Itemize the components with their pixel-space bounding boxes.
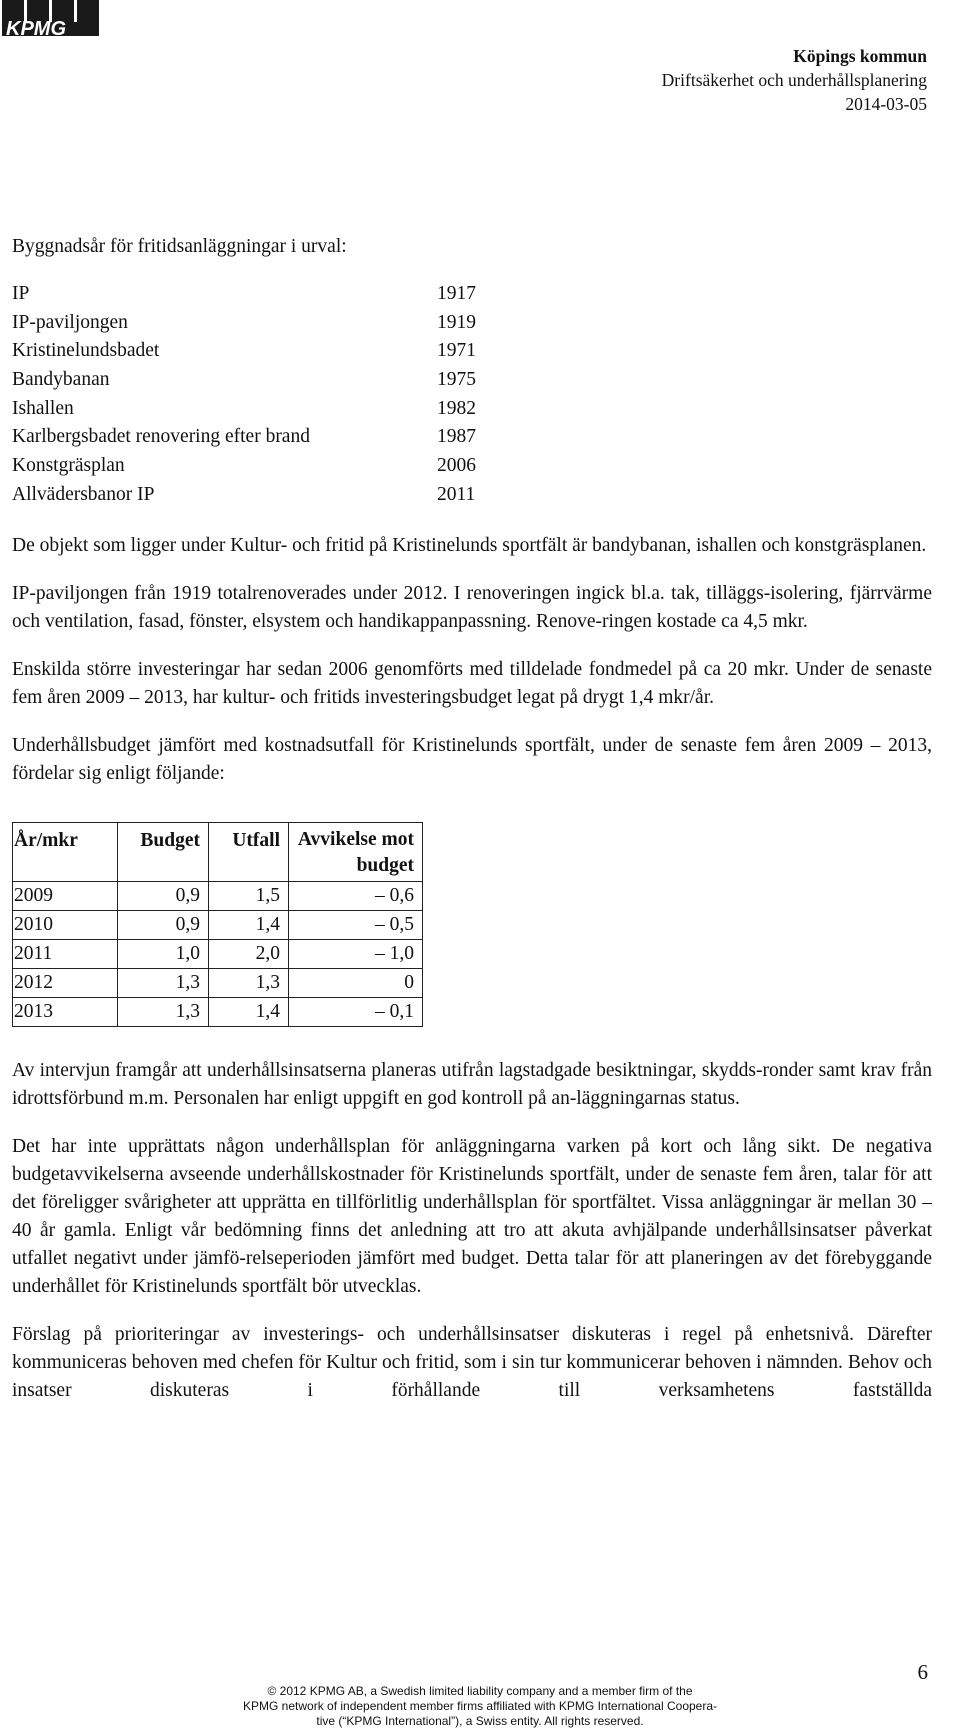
footer-line-1: © 2012 KPMG AB, a Swedish limited liability company and a member firm of the [267, 1684, 693, 1698]
budget-table [12, 822, 423, 1027]
facility-name: Karlbergsbadet renovering efter brand [12, 426, 310, 448]
facility-row [12, 452, 932, 481]
facility-name: Konstgräsplan [12, 455, 125, 477]
cell-deviation: 0 [289, 968, 423, 997]
facility-row [12, 366, 932, 395]
facility-year-list [12, 280, 932, 510]
facility-year: 1919 [437, 311, 476, 333]
facility-name: IP-paviljongen [12, 311, 128, 333]
cell-deviation: – 1,0 [289, 939, 423, 968]
cell-year: 2010 [13, 910, 118, 939]
organization-name: Köpings kommun [793, 46, 927, 66]
facility-year: 1987 [437, 426, 476, 448]
footer-line-3: tive (“KPMG International”), a Swiss entity. All rights reserved. [316, 1714, 644, 1728]
facility-row [12, 481, 932, 510]
cell-budget: 0,9 [118, 881, 209, 910]
intro-heading: Byggnadsår för fritidsanläggningar i urval: [12, 236, 347, 257]
cell-year: 2013 [13, 997, 118, 1026]
cell-outcome: 1,4 [209, 997, 289, 1026]
facility-name: IP [12, 283, 30, 304]
document-body [12, 233, 932, 1405]
facility-year: 2011 [437, 483, 476, 505]
table-row [13, 968, 423, 997]
facility-year: 1917 [437, 283, 476, 304]
cell-year: 2011 [13, 939, 118, 968]
document-header [662, 44, 927, 116]
document-date: 2014-03-05 [845, 94, 927, 114]
cell-deviation: – 0,1 [289, 997, 423, 1026]
cell-deviation: – 0,5 [289, 910, 423, 939]
table-row [13, 881, 423, 910]
table-row [13, 997, 423, 1026]
copyright-footer [0, 1684, 960, 1729]
kpmg-logo-mark [0, 0, 104, 40]
cell-outcome: 1,4 [209, 910, 289, 939]
header-outcome: Utfall [209, 822, 289, 881]
cell-year: 2009 [13, 881, 118, 910]
facility-year: 2006 [437, 455, 476, 477]
paragraph-priorities: Förslag på prioriteringar av investerings- och underhållsinsatser diskuteras i regel på enhetsnivå. Därefter kommuniceras behoven med chefen för Kultur och fritid, som i sin tur kommunicerar behoven i nämnden. Behov och insatser diskuteras i förhållande till verksamhetens fastställda [12, 1323, 932, 1401]
kpmg-logo-text: KPMG [6, 18, 66, 40]
document-subtitle: Driftsäkerhet och underhållsplanering [661, 70, 927, 90]
facility-year: 1982 [437, 397, 476, 419]
facility-name: Allvädersbanor IP [12, 483, 155, 505]
facility-year: 1975 [437, 369, 476, 391]
facility-name: Ishallen [12, 397, 74, 419]
cell-outcome: 1,3 [209, 968, 289, 997]
table-row [13, 939, 423, 968]
facility-row [12, 395, 932, 424]
table-row [13, 910, 423, 939]
paragraph-budget-intro: Underhållsbudget jämfört med kostnadsutfall för Kristinelunds sportfält, under de senaste fem åren 2009 – 2013, fördelar sig enligt följande: [12, 734, 932, 784]
header-budget: Budget [118, 822, 209, 881]
cell-year: 2012 [13, 968, 118, 997]
footer-line-2: KPMG network of independent member firms affiliated with KPMG International Coopera- [243, 1699, 717, 1713]
paragraph-paviljongen: IP-paviljongen från 1919 totalrenoverades under 2012. I renoveringen ingick bl.a. tak, tilläggs-isolering, fjärrvärme och ventilation, fasad, fönster, elsystem och handikappanpassning. Renove-ringen kostade ca 4,5 mkr. [12, 582, 932, 632]
facility-row [12, 337, 932, 366]
paragraph-investments: Enskilda större investeringar har sedan 2006 genomförts med tilldelade fondmedel på ca 20 mkr. Under de senaste fem åren 2009 – 2013, har kultur- och fritids investeringsbudget legat på drygt 1,4 mkr/år. [12, 658, 932, 708]
paragraph-objects: De objekt som ligger under Kultur- och fritid på Kristinelunds sportfält är bandybanan, ishallen och konstgräsplanen. [12, 534, 927, 556]
table-header-row [13, 822, 423, 881]
paragraph-maintenance-plan: Det har inte upprättats någon underhållsplan för anläggningarna varken på kort och lång sikt. De negativa budgetavvikelserna avseende underhållskostnader för Kristinelunds sportfält, under de senaste fem åren, talar för att det föreligger svårigheter att upprätta en tillförlitlig underhållsplan för sportfältet. Vissa anläggningar är mellan 30 – 40 år gamla. Enligt vår bedömning finns det anledning att tro att akuta avhjälpande underhållsinsatser påverkat utfallet negativt under jämfö-relseperioden jämfört med budget. Detta talar för att planeringen av det förebyggande underhållet för Kristinelunds sportfält bör utvecklas. [12, 1135, 932, 1297]
header-deviation: Avvikelse mot budget [289, 822, 423, 881]
cell-budget: 1,3 [118, 968, 209, 997]
cell-outcome: 2,0 [209, 939, 289, 968]
kpmg-logo [0, 0, 104, 40]
facility-name: Bandybanan [12, 369, 110, 391]
facility-year: 1971 [437, 340, 476, 362]
cell-budget: 1,3 [118, 997, 209, 1026]
header-year: År/mkr [13, 822, 118, 881]
cell-deviation: – 0,6 [289, 881, 423, 910]
facility-row [12, 280, 932, 309]
facility-row [12, 309, 932, 338]
paragraph-interview: Av intervjun framgår att underhållsinsatserna planeras utifrån lagstadgade besiktningar, skydds-ronder samt krav från idrottsförbund m.m. Personalen har enligt uppgift en god kontroll på an-läggningarnas status. [12, 1059, 932, 1109]
facility-name: Kristinelundsbadet [12, 340, 160, 362]
cell-budget: 0,9 [118, 910, 209, 939]
page-number: 6 [917, 1660, 928, 1684]
cell-outcome: 1,5 [209, 881, 289, 910]
facility-row [12, 423, 932, 452]
cell-budget: 1,0 [118, 939, 209, 968]
